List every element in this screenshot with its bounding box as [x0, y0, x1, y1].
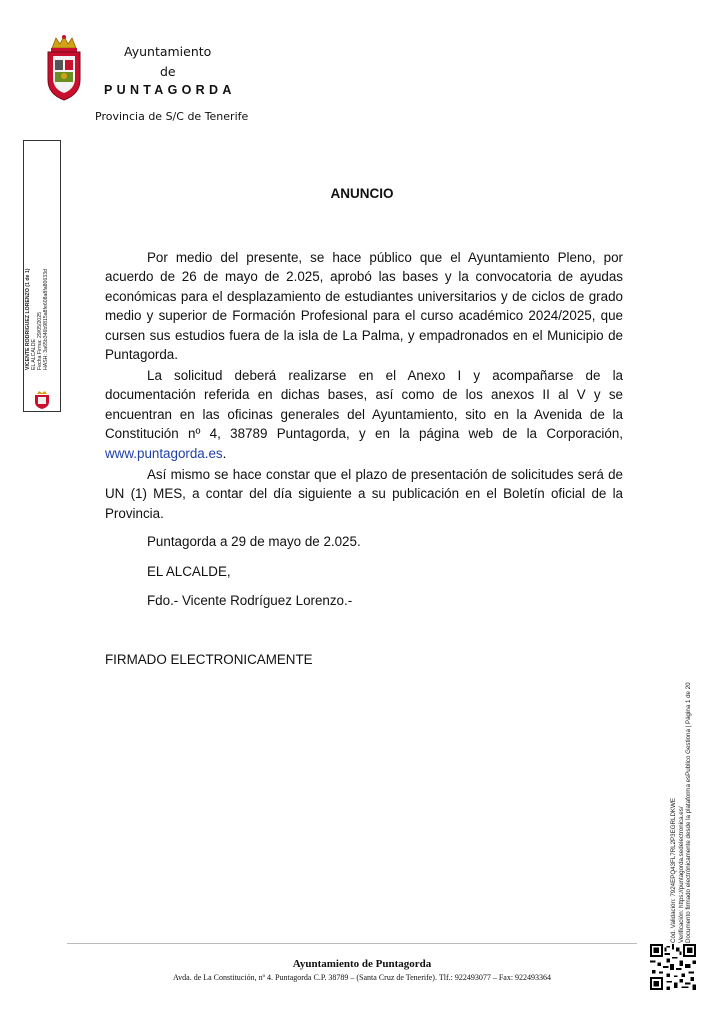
header-province: Provincia de S/C de Tenerife	[95, 110, 249, 123]
signed-by: Fdo.- Vicente Rodríguez Lorenzo.-	[147, 593, 353, 608]
paragraph-2-text: La solicitud deberá realizarse en el Anexo I y acompañarse de la documentación referida en dichas bases, así como de los anexos II al V y se encuentran en las oficinas generales del Ayuntamiento, sito en la Avenida de la Constitución nº 4, 38789 Puntagorda, y en la página web de la Corporación,	[105, 368, 623, 442]
signer-role: EL ALCALDE,	[147, 564, 231, 579]
signature-details	[25, 210, 59, 370]
seal-icon	[33, 390, 51, 410]
platform-page-note: Documento firmado electrónicamente desde la plataforma esPublico Gestiona | Página 1 de 20	[685, 682, 692, 943]
coat-of-arms-icon	[44, 34, 84, 102]
verification-url: Verificación: https://puntagorda.sedelectronica.es/	[677, 806, 685, 943]
paragraph-1: Por medio del presente, se hace público que el Ayuntamiento Pleno, por acuerdo de 26 de mayo de 2.025, aprobó las bases y la convocatoria de ayudas económicas para el desplazamiento de estudiantes universitarios y de ciclos de grado medio y superior de Formación Profesional para el curso académico 2024/2025, que cursen sus estudios fuera de la isla de La Palma, y empadronados en el Municipio de Puntagorda.	[105, 250, 623, 363]
website-link[interactable]: www.puntagorda.es	[105, 445, 223, 461]
validation-code: Cód. Validación: 7924EPQ43FL7RL2P3EGRLDKWE	[670, 797, 677, 943]
paragraph-2-end: .	[222, 445, 227, 461]
header-de: de	[160, 64, 176, 79]
header-ayuntamiento: Ayuntamiento	[124, 44, 212, 59]
signature-role: EL ALCALDE	[31, 339, 37, 370]
signature-hash: HASH: 3a65b346b9815a8fe608a8fa80633d	[43, 269, 49, 370]
footer-divider	[67, 943, 637, 944]
place-date: Puntagorda a 29 de mayo de 2.025.	[147, 534, 361, 549]
footer-name: Ayuntamiento de Puntagorda	[292, 958, 432, 970]
document-title: ANUNCIO	[330, 186, 394, 201]
paragraph-3: Así mismo se hace constar que el plazo de presentación de solicitudes será de UN (1) MES, a contar del día siguiente a su publicación en el Boletín oficial de la Provincia.	[105, 467, 623, 521]
header-town-name: PUNTAGORDA	[104, 83, 236, 97]
qr-code-icon	[650, 944, 696, 990]
validation-block	[670, 633, 693, 943]
electronic-signature-note: FIRMADO ELECTRONICAMENTE	[105, 652, 313, 667]
signature-signer: VICENTE RODRIGUEZ LORENZO (1 de 1)	[25, 268, 31, 370]
signature-date: Fecha Firma: 29/05/2025	[37, 312, 43, 370]
paragraph-2	[105, 366, 623, 463]
footer-address: Avda. de La Constitución, nº 4. Puntagorda C.P. 38789 – (Santa Cruz de Tenerife). Tlf.: 922493077 – Fax: 922493364	[172, 973, 552, 982]
